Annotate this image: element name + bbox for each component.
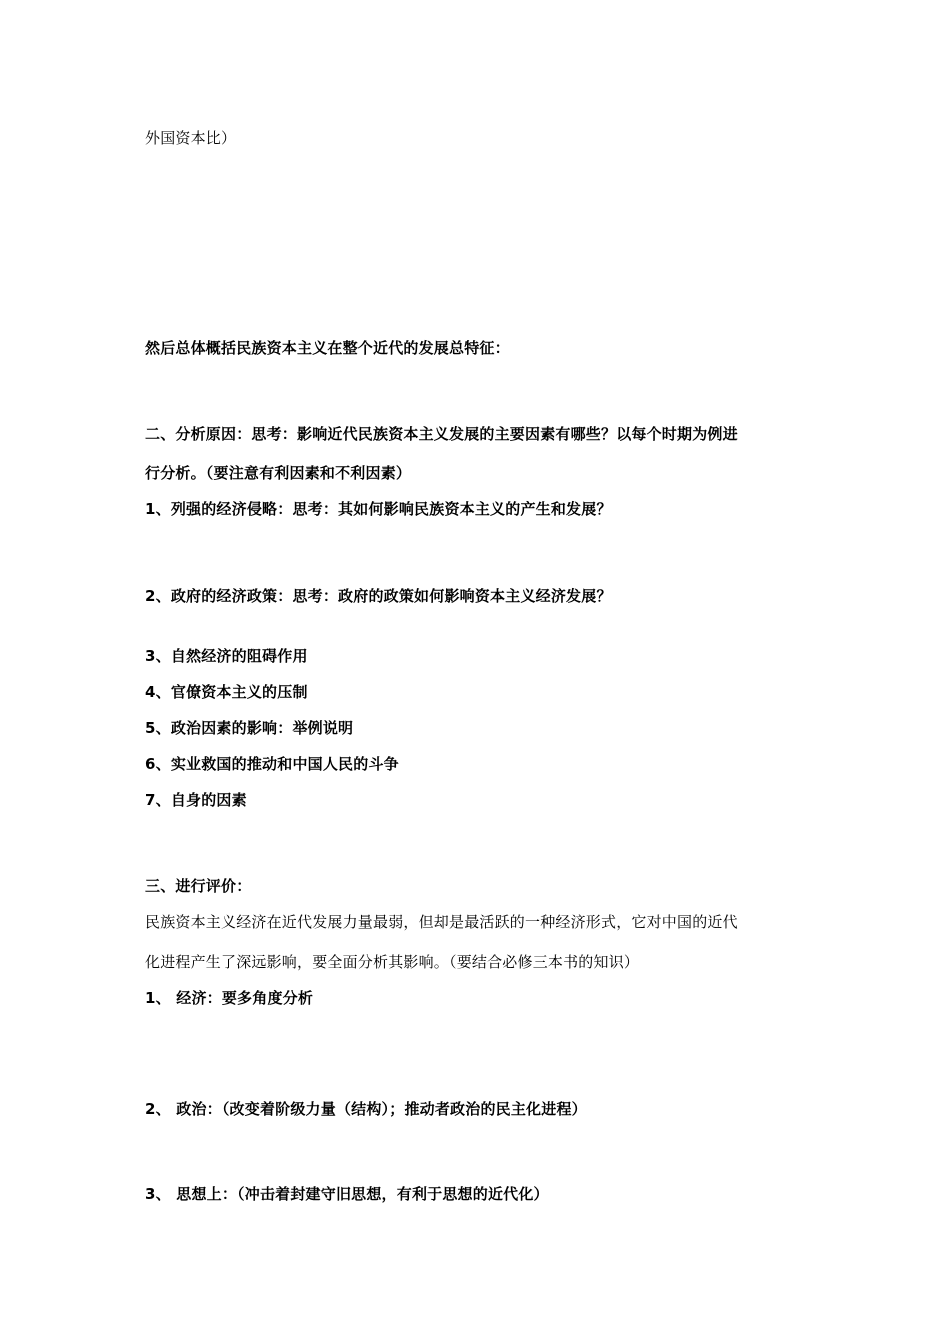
section-heading-analysis: 二、分析原因：思考：影响近代民族资本主义发展的主要因素有哪些？以每个时期为例进 [145,425,738,443]
list-item-2: 2、政府的经济政策：思考：政府的政策如何影响资本主义经济发展？ [145,587,612,605]
paragraph-evaluation-line-2: 化进程产生了深远影响，要全面分析其影响。（要结合必修三本书的知识） [145,953,640,971]
evaluation-item-1: 1、 经济：要多角度分析 [145,989,314,1007]
paragraph-evaluation-line-1: 民族资本主义经济在近代发展力量最弱，但却是最活跃的一种经济形式，它对中国的近代 [145,913,738,931]
section-heading-evaluation: 三、进行评价： [145,877,252,895]
text-line-continuation: 外国资本比） [145,129,237,147]
list-item-7: 7、自身的因素 [145,791,247,809]
text-line-summary-prompt: 然后总体概括民族资本主义在整个近代的发展总特征： [145,339,510,357]
list-item-3: 3、自然经济的阻碍作用 [145,647,308,665]
list-item-5: 5、政治因素的影响：举例说明 [145,719,354,737]
list-item-1: 1、列强的经济侵略：思考：其如何影响民族资本主义的产生和发展？ [145,500,612,518]
evaluation-item-2: 2、 政治：（改变着阶级力量（结构）；推动者政治的民主化进程） [145,1100,587,1118]
evaluation-item-3: 3、 思想上：（冲击着封建守旧思想，有利于思想的近代化） [145,1185,549,1203]
section-heading-analysis-cont: 行分析。（要注意有利因素和不利因素） [145,464,412,482]
list-item-6: 6、实业救国的推动和中国人民的斗争 [145,755,399,773]
list-item-4: 4、官僚资本主义的压制 [145,683,308,701]
